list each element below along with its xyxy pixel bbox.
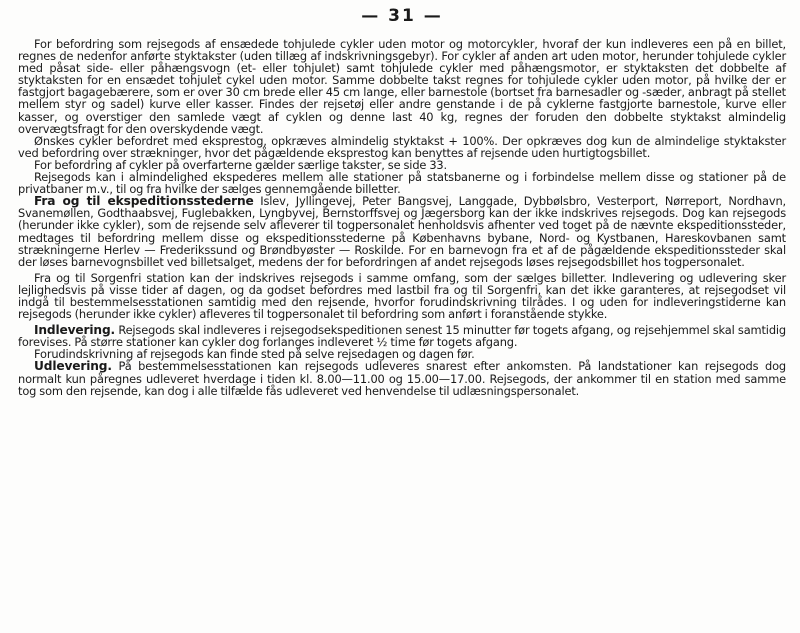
paragraph-heading: Fra og til ekspeditionsstederne (34, 194, 254, 209)
page-number: — 31 — (361, 6, 443, 26)
paragraph-bicycle-fares (18, 38, 786, 135)
body-text (18, 38, 786, 397)
paragraph-general-dispatch (18, 171, 786, 195)
paragraph-text: For befordring af cykler på overfarterne gælder særlige takster, se side 33. (34, 157, 447, 172)
paragraph-text: Rejsegods skal indleveres i rejsegodsekspeditionen senest 15 minutter før togets afgang, og rejsehjemmel skal samtidig forevises. På større stationer kan cykler dog forlanges indleveret ½ time før togets afgang. (18, 323, 786, 350)
paragraph-heading: Indlevering. (34, 323, 116, 338)
paragraph-text: Fra og til Sorgenfri station kan der indskrives rejsegods i samme omfang, som der sælges billetter. Indlevering og udlevering sker lejlighedsvis på visse tider af dagen, og da godset befordres med lastbil fra og til Sorgenfri, kan det ikke garanteres, at rejsegodset vil indgå til bestemmelsesstationen samtidig med den rejsende, hvorfor forudindskrivning tilrådes. I og uden for indleveringstiderne kan rejsegods (herunder ikke cykler) afleveres til togpersonalet til befordring som anført i foranstående stykke. (18, 270, 786, 322)
paragraph-text: For befordring som rejsegods af ensædede tohjulede cykler uden motor og motorcykler, hvoraf der kun indleveres een på en billet, regnes de nedenfor anførte styktakster (uden tillæg af indskrivningsgebyr). For cykler af anden art uden motor, herunder tohjulede cykler med påsat side- eller påhængsvogn (et- eller tohjulet) samt tohjulede cykler med påhængsmotor, er styktaksten det dobbelte af styktaksten for en ensædet tohjulet cykel uden motor. Samme dobbelte takst regnes for tohjulede cykler uden motor, på hvilke der er fastgjort bagagebærere, som er over 30 cm brede eller 45 cm lange, eller barnestole (bortset fra barnesadler og -sæder, anbragt på stellet mellem styr og sadel) kurve eller kasser. Findes der rejsetøj eller andre genstande i de på cyklerne fastgjorte barnestole, kurve eller kasser, og overstiger den samlede vægt af cyklen og denne last 40 kg, regnes der foruden den dobbelte styktakst almindelig overvægtsfragt for den overskydende vægt. (18, 37, 786, 136)
paragraph-udlevering (18, 360, 786, 396)
paragraph-text: Forudindskrivning af rejsegods kan finde sted på selve rejsedagen og dagen før. (34, 347, 475, 362)
paragraph-text: På bestemmelsesstationen kan rejsegods udleveres snarest efter ankomsten. På landstationer kan rejsegods dog normalt kun påregnes udleveret hverdage i tiden kl. 8.00—11.00 og 15.00—17.00. Rejsegods, der ankommer til en station med samme tog som den rejsende, kan dog i alle tilfælde fås udleveret ved henvendelse til udlæsningspersonalet. (18, 359, 786, 398)
paragraph-text: Rejsegods kan i almindelighed ekspederes mellem alle stationer på statsbanerne og i forbindelse mellem disse og stationer på de privatbaner m.v., til og fra hvilke der sælges gennemgående billetter. (18, 170, 786, 197)
paragraph-indlevering (18, 324, 786, 348)
paragraph-express-train (18, 135, 786, 159)
paragraph-dispatch-points (18, 195, 786, 268)
paragraph-text: Islev, Jyllingevej, Peter Bangsvej, Langgade, Dybbølsbro, Vesterport, Nørreport, Nordhavn, Svanemøllen, Godthaabsvej, Fuglebakken, Lyngbyvej, Bernstorffsvej og Jægersborg kan der ikke indskrives rejsegods. Dog kan rejsegods (herunder ikke cykler), som de rejsende selv afleverer til togpersonalet henholdsvis afhenter ved toget på de nævnte ekspeditionssteder, medtages til befordring mellem disse og ekspeditionsstederne på Københavns bybane, Nord- og Kystbanen, Hareskovbanen samt strækningerne Herlev — Frederikssund og Brøndbyøster — Roskilde. For en barnevogn fra et af de pågældende ekspeditionssteder skal der løses barnevognsbillet ved billetsalget, medens der for befordringen af andet rejsegods løses rejsegodsbillet hos togpersonalet. (18, 194, 786, 269)
paragraph-text: Ønskes cykler befordret med eksprestog, opkræves almindelig styktakst + 100%. Der opkræves dog kun de almindelige styktakster ved befordring over strækninger, hvor det pågældende eksprestog kan benyttes af rejsende uden hurtigtogsbillet. (18, 133, 786, 160)
paragraph-sorgenfri (18, 272, 786, 320)
paragraph-heading: Udlevering. (34, 359, 112, 374)
